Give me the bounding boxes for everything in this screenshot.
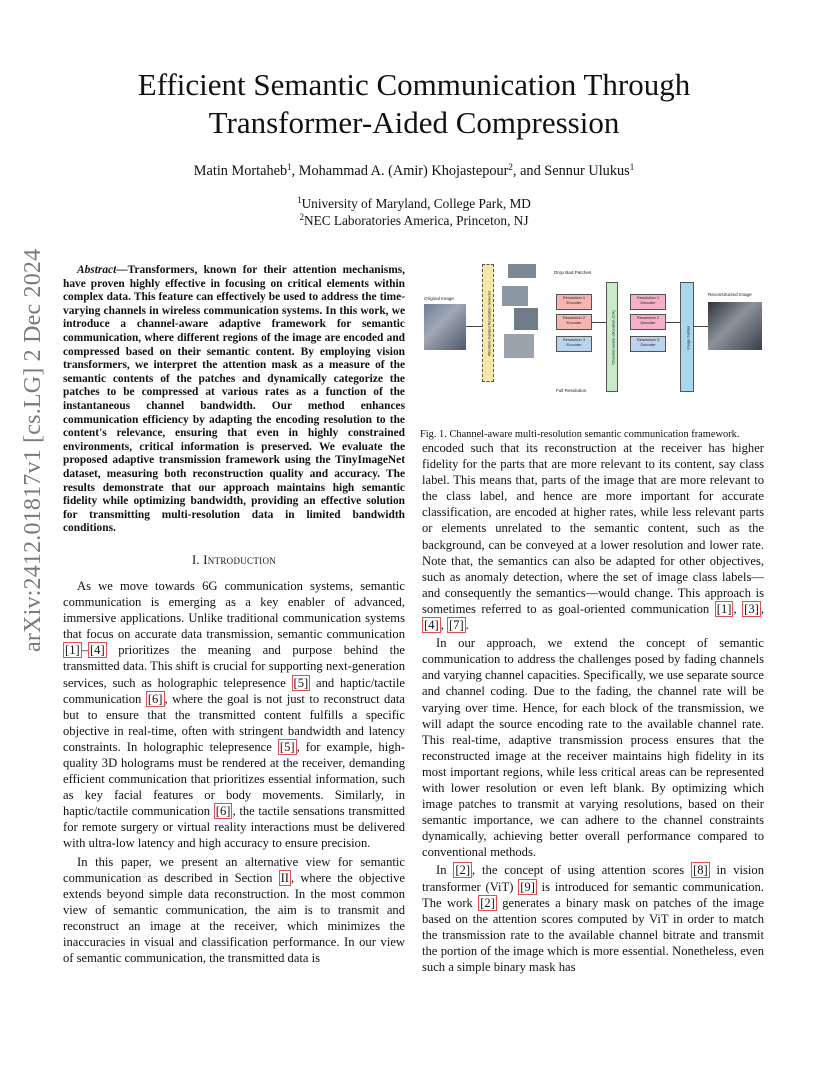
citation-link[interactable]: [1] <box>65 643 80 658</box>
section-heading-introduction: I. Introduction <box>191 552 277 567</box>
author-list: Matin Mortaheb$^1$, Mohammad A. (Amir) Khojastepour$^2$, and Sennur Ulukus$^1$ <box>193 162 635 179</box>
decoder-resolution-2: Resolution 2 Decoder <box>630 314 666 330</box>
title-line-1: Efficient Semantic Communication Through <box>137 67 691 102</box>
citation-link[interactable]: [1] <box>716 601 732 616</box>
arrow-lines <box>694 326 708 327</box>
right-paragraph-3: In [2] , the concept of using attention scores [8] in vision transformer (ViT) [9] is introduced for semantic communication. The work [2] generates a binary mask on patches of the image based on the attention scores computed by ViT in order to match the transmission rate to the available channel bitrate and transmit the portion of the image which is more essential. Nonetheless, even such a simple binary mask has <box>422 863 764 974</box>
decoder-resolution-1: Resolution 1 Decoder <box>630 294 666 310</box>
affiliation-2: $^2$NEC Laboratories America, Princeton, NJ <box>299 212 529 228</box>
section-link[interactable]: II <box>280 870 289 885</box>
arrow-lines <box>592 322 606 323</box>
author-2: Mohammad A. (Amir) Khojastepour <box>298 163 509 179</box>
label-full-resolution: Full Resolution <box>556 388 587 393</box>
encoder-resolution-1: Resolution 1 Encoder <box>556 294 592 310</box>
citation-link[interactable]: [5] <box>293 675 309 690</box>
affil-mark: 2 <box>508 162 513 172</box>
citation-link[interactable]: [9] <box>520 879 535 894</box>
right-paragraph-1: encoded such that its reconstruction at the receiver has higher fidelity for the parts that are more relevant to its content, say class label. This means that, parts of the image that are more relevant to the class label, and hence are more important for accurate classification, are encoded at higher rates, while less relevant parts or elements unrelated to the semantic content, such as the background, can be conveyed at a lower resolution and lower rate. Note that, the semantics can also be adapted for other objectives, such as anomaly detection, where the set of image class labels—and consequently the semantics—would change. This approach is sometimes referred to as goal-oriented communication [1] , [3] , [4] , [7] . <box>422 441 764 633</box>
left-column <box>63 264 405 968</box>
figure-1-caption: Fig. 1. Channel-aware multi-resolution semantic communication framework. <box>420 429 740 440</box>
reconstructed-image-thumb <box>708 302 762 350</box>
citation-link[interactable]: [5] <box>279 739 295 754</box>
figure-1-diagram <box>420 262 768 414</box>
citation-link[interactable]: [6] <box>215 804 231 819</box>
patch-thumbs <box>500 264 554 360</box>
resolution-selector-block: Attention-Guided Resolution Selector <box>482 264 494 382</box>
citation-link[interactable]: [2] <box>480 895 495 910</box>
author-1: Matin Mortaheb <box>193 163 288 179</box>
image-builder-block: Image builder <box>680 282 694 392</box>
original-image-thumb <box>424 304 466 350</box>
paper-title <box>60 66 768 142</box>
citation-link[interactable]: [4] <box>89 643 105 658</box>
channel-allocation-block: Channel-aware allocation (CA) <box>606 282 618 392</box>
arrow-lines <box>666 322 680 323</box>
arxiv-identifier: arXiv:2412.01817v1 [cs.LG] 2 Dec 2024 <box>20 248 46 652</box>
affil-mark: 1 <box>629 162 635 172</box>
abstract: Abstract—Transformers, known for their attention mechanisms, have proven highly effective in focusing on critical elements within complex data. This feature can effectively be used to address the time-varying channels in wireless communication systems. In this work, we introduce a channel-aware adaptive framework for semantic communication, where different regions of the image are encoded and compressed based on their semantic content. By employing vision transformers, we interpret the attention mask as a measure of the semantic contents of the patches and dynamically categorize the patches to be compressed at various rates as a function of the instantaneous channel bandwidth. Our method enhances communication efficiency by adapting the encoding resolution to the content's relevance, ensuring that even in highly constrained environments, critical information is preserved. We evaluate the proposed adaptive transmission framework using the TinyImageNet dataset, measuring both reconstruction quality and accuracy. The results demonstrate that our approach maintains high semantic fidelity while optimizing bandwidth, providing an effective solution for transmitting multi-resolution data in limited bandwidth conditions. <box>63 264 405 535</box>
right-paragraph-2: In our approach, we extend the concept of semantic communication to address the challenges posed by fading channels and varying channel capacities. Specifically, we use separate source and channel coding. Due to the fading, the channel rate will be varying over time. Hence, for each block of the transmission, we will adapt the source encoding rate to the available channel rate. This real-time, adaptive transmission process ensures that the reconstructed image at the receiver maintains high fidelity in its most important regions, while less critical areas can be represented with lower resolution or even left blank. By optimizing which image patches to transmit at varying resolutions, based on their semantic importance, we can adhere to the channel constraints dynamically, achieving better overall performance compared to conventional methods. <box>422 636 764 860</box>
citation-link[interactable]: [3] <box>744 601 759 616</box>
affil-mark: 1 <box>287 162 292 172</box>
affiliations <box>60 195 768 229</box>
right-column <box>422 440 764 977</box>
intro-paragraph-1: As we move towards 6G communication systems, semantic communication is emerging as a key enabler of advanced, immersive applications. Unlike traditional communication systems that focus on accurate data transmission, semantic communication [1] – [4] prioritizes the meaning and purpose behind the transmitted data. This shift is crucial for supporting next-generation services, such as holographic telepresence [5] and haptic/tactile communication [6] , where the goal is not just to reconstruct data but to ensure that the transmitted content fulfills a specific objective in real-time, often with stringent bandwidth and latency constraints. In holographic telepresence [5] , for example, high-quality 3D holograms must be rendered at the receiver, demanding efficient communication that prioritizes essential information, such as key facial features or body movements. Similarly, in haptic/tactile communication [6] , the tactile sensations transmitted for remote surgery or virtual reality interactions must be delivered with ultra-low latency and high accuracy to ensure precision. <box>63 578 406 851</box>
encoder-resolution-3: Resolution 3 Encoder <box>556 336 592 352</box>
label-reconstructed-image: Reconstructed Image <box>708 292 752 297</box>
citation-link[interactable]: [7] <box>448 618 464 633</box>
encoder-resolution-2: Resolution 2 Encoder <box>556 314 592 330</box>
citation-link[interactable]: [2] <box>455 863 471 878</box>
affiliation-1: $^1$University of Maryland, College Park, MD <box>297 195 531 211</box>
arrow-lines <box>466 326 482 327</box>
author-3: and Sennur Ulukus <box>520 163 630 179</box>
title-line-2: Transformer-Aided Compression <box>208 105 620 140</box>
label-original-image: Original Image <box>424 296 454 301</box>
label-drop-bad-patches: Drop Bad Patches <box>554 270 592 275</box>
citation-link[interactable]: [6] <box>147 691 163 706</box>
intro-paragraph-2: In this paper, we present an alternative view for semantic communication as described in Section II , where the objective extends beyond simple data reconstruction. In the most common view of semantic communication, the aim is to transmit and reconstruct an image at the receiver, which minimizes the inaccuracies in visual and classification performance. In our view of semantic communication, the transmitted data is <box>63 854 405 966</box>
decoder-resolution-3: Resolution 3 Decoder <box>630 336 666 352</box>
citation-link[interactable]: [8] <box>693 863 708 878</box>
citation-link[interactable]: [4] <box>424 618 439 633</box>
